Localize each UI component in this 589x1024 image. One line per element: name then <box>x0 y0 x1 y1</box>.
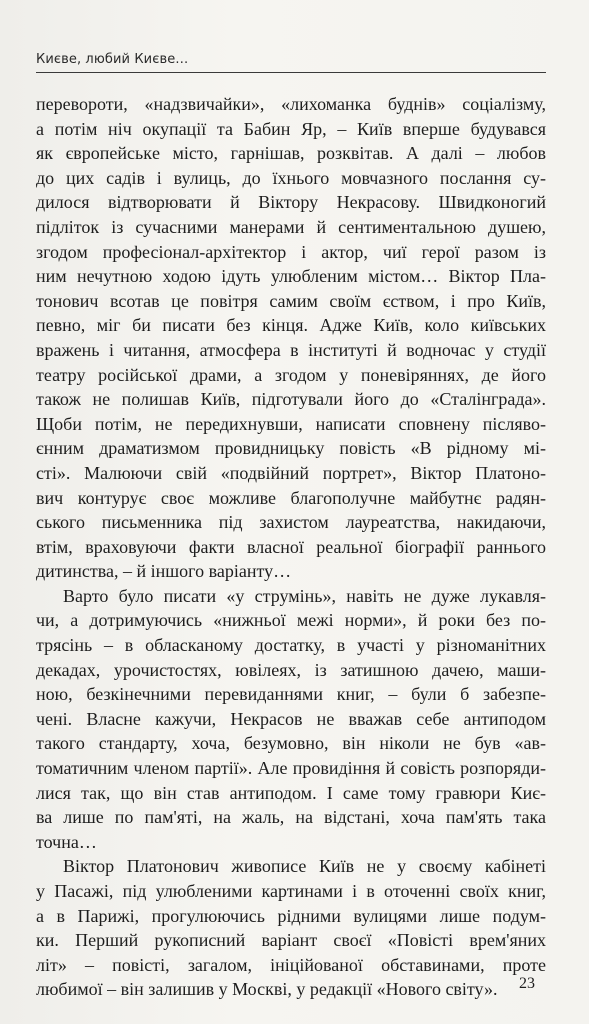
text-line: єнним драматизмом провидницьку повість «В рідному мі- <box>36 438 546 459</box>
paragraph <box>36 92 546 584</box>
text-line: Щоби потім, не передихнувши, написати сповнену післяво- <box>36 413 546 434</box>
text-line: томатичним членом партії». Але провидіння й совість розпоряди- <box>36 758 546 779</box>
text-line: ва лише по пам'яті, на жаль, на відстані, хоча пам'ять така <box>36 807 546 828</box>
text-line: втім, враховуючи факти власної реальної біографії раннього <box>36 536 546 557</box>
text-line: певно, міг би писати без кінця. Адже Київ, коло київських <box>36 315 546 336</box>
text-line: лися так, що він став антиподом. І саме тому гравюри Киє- <box>36 782 546 803</box>
text-line: Віктор Платонович живописе Київ не у своєму кабінеті <box>63 856 546 877</box>
paragraph <box>36 584 546 855</box>
paragraph <box>36 854 546 1002</box>
text-line: ського письменника під захистом лауреатства, накидаючи, <box>36 512 546 533</box>
text-line: такого стандарту, хоча, безумовно, він ніколи не був «ав- <box>36 733 546 754</box>
running-head: Києве, любий Києве… <box>36 52 189 67</box>
text-line: точна… <box>36 831 97 852</box>
header-rule <box>36 72 546 73</box>
text-line: Варто було писати «у струмінь», навіть не дуже лукавля- <box>63 585 546 606</box>
text-line: тонович всотав це повітря самим своїм єством, і про Київ, <box>36 290 546 311</box>
text-line: любимої – він залишив у Москві, у редакції «Нового світу». <box>36 979 498 1000</box>
text-line: ки. Перший рукописний варіант своєї «Повісті врем'яних <box>36 930 546 951</box>
page-number: 23 <box>519 975 535 992</box>
text-line: дитинства, – й іншого варіанту… <box>36 561 292 582</box>
text-line: підліток із сучасними манерами й сентиментальною душею, <box>36 216 546 237</box>
text-line: декадах, урочистостях, ювілеях, із затишною дачею, маши- <box>36 659 546 680</box>
text-line: перевороти, «надзвичайки», «лихоманка буднів» соціалізму, <box>36 94 546 114</box>
text-line: чи, а дотримуючись «нижньої межі норми», й роки без по- <box>36 610 546 631</box>
text-line: сті». Малюючи свій «подвійний портрет», Віктор Платоно- <box>36 462 546 483</box>
text-line: а потім ніч окупації та Бабин Яр, – Київ вперше будувався <box>36 118 546 139</box>
text-line: літ» – повісті, загалом, ініційованої обставинами, проте <box>36 954 546 975</box>
text-line: як європейськe місто, гарнішав, розквітав. А далі – любов <box>36 143 546 164</box>
text-line: також не полишав Київ, підготували його до «Сталінграда». <box>36 389 546 410</box>
text-line: у Пасажі, під улюбленими картинами і в оточенні своїх книг, <box>36 881 546 901</box>
text-line: трясінь – в обласканому достатку, в участі у різноманітних <box>36 635 546 656</box>
text-line: вражень і читання, атмосфера в інституті й водночас у студії <box>36 339 546 360</box>
text-line: театру російської драми, а згодом у поневіряннях, де його <box>36 364 546 385</box>
text-line: до цих садів і вулиць, до їхнього мовчазного послання су- <box>36 167 546 188</box>
text-line: дилося відтворювати й Віктору Некрасову. Швидконогий <box>36 192 546 213</box>
text-line: вич контурує своє можливе благополучне майбутнє радян- <box>36 487 546 508</box>
body-text <box>36 92 546 1002</box>
text-line: а в Парижі, прогулюючись рідними вулицями лише подум- <box>36 905 546 926</box>
text-line: ною, безкінечними перевиданнями книг, – були б забезпе- <box>36 684 546 705</box>
text-line: ним нечутною ходою ідуть улюбленим містом… Віктор Пла- <box>36 266 546 287</box>
text-line: чені. Власне кажучи, Некрасов не вважав себе антиподом <box>36 708 546 729</box>
text-line: згодом професіонал-архітектор і актор, чиї герої разом із <box>36 241 546 262</box>
